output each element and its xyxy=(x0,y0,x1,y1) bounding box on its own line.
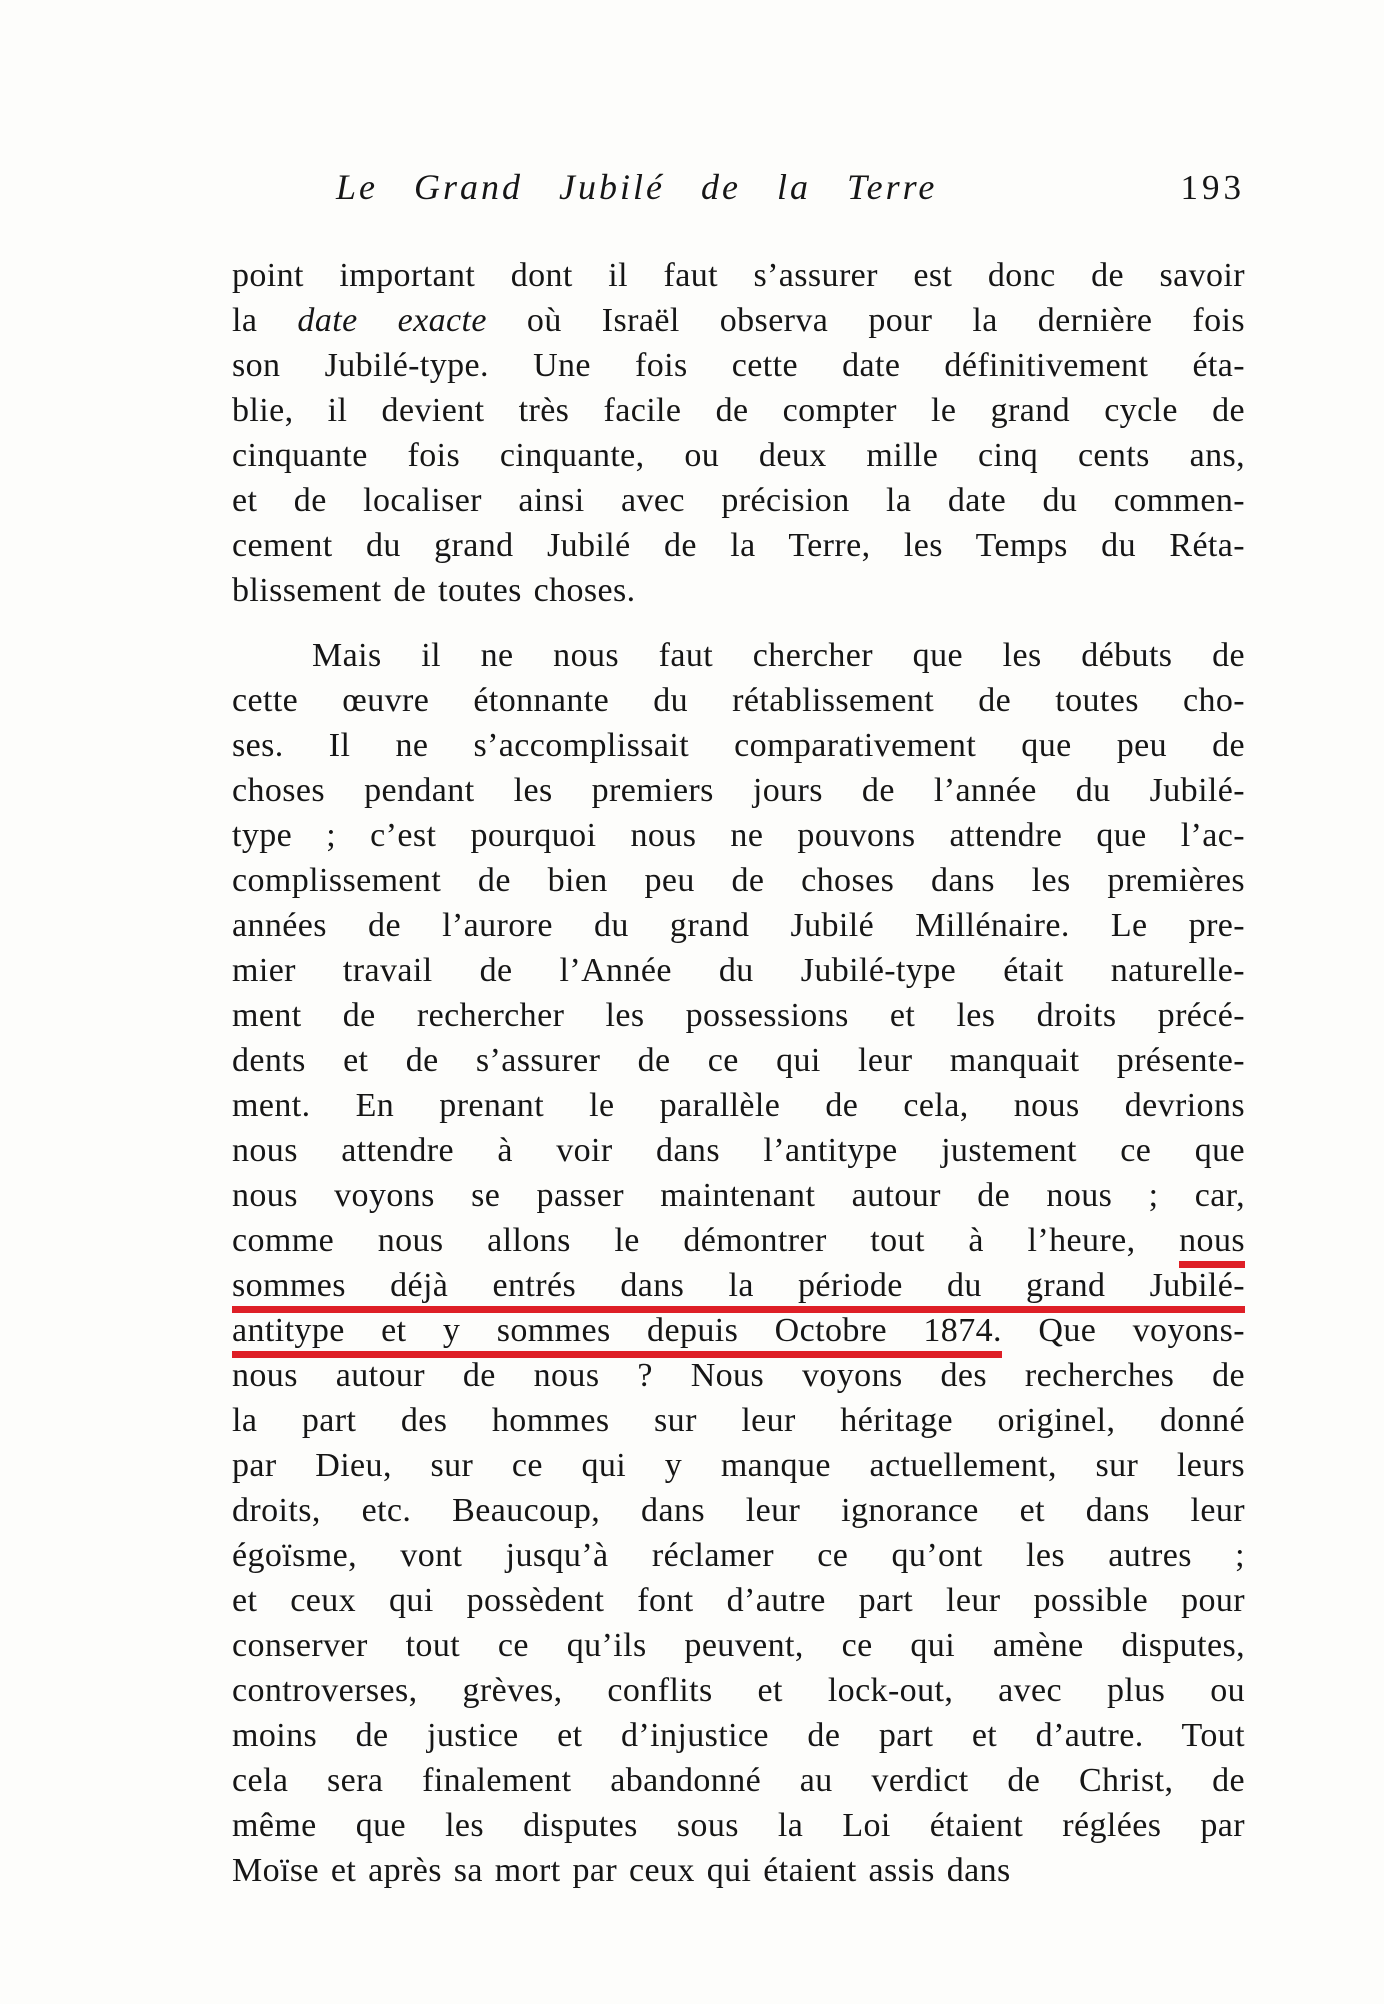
text-segment: égoïsme, vont jusqu’à réclamer ce qu’ont les autres ; xyxy=(232,1537,1245,1574)
text-segment: années de l’aurore du grand Jubilé Millénaire. Le pre- xyxy=(232,907,1245,944)
text-line xyxy=(232,568,1245,613)
text-line xyxy=(232,1713,1245,1758)
running-title: Le Grand Jubilé de la Terre xyxy=(336,167,938,207)
text-segment: ment de rechercher les possessions et les droits précé- xyxy=(232,997,1245,1034)
text-segment: moins de justice et d’injustice de part et d’autre. Tout xyxy=(232,1717,1245,1754)
text-segment: point important dont il faut s’assurer est donc de savoir xyxy=(232,257,1245,294)
text-segment: Moïse et après sa mort par ceux qui étaient assis dans xyxy=(232,1852,1011,1889)
text-line xyxy=(232,1038,1245,1083)
text-segment: où Israël observa pour la dernière fois xyxy=(486,302,1245,339)
text-segment: type ; c’est pourquoi nous ne pouvons attendre que l’ac- xyxy=(232,817,1245,854)
text-line xyxy=(232,1488,1245,1533)
text-segment: complissement de bien peu de choses dans les premières xyxy=(232,862,1245,899)
text-segment: controverses, grèves, conflits et lock-out, avec plus ou xyxy=(232,1672,1245,1709)
text-line xyxy=(232,1218,1245,1263)
text-segment: la part des hommes sur leur héritage originel, donné xyxy=(232,1402,1245,1439)
text-segment: Mais il ne nous faut chercher que les débuts de xyxy=(312,637,1245,674)
text-line xyxy=(232,1173,1245,1218)
text-line xyxy=(232,1848,1245,1893)
text-segment: même que les disputes sous la Loi étaient réglées par xyxy=(232,1807,1245,1844)
text-segment: cela sera finalement abandonné au verdict de Christ, de xyxy=(232,1762,1245,1799)
text-segment: cement du grand Jubilé de la Terre, les Temps du Réta- xyxy=(232,527,1245,564)
text-segment: ment. En prenant le parallèle de cela, nous devrions xyxy=(232,1087,1245,1124)
text-line xyxy=(232,433,1245,478)
text-segment: mier travail de l’Année du Jubilé-type était naturelle- xyxy=(232,952,1245,989)
text-line xyxy=(232,858,1245,903)
text-segment: ses. Il ne s’accomplissait comparativement que peu de xyxy=(232,727,1245,764)
text-line xyxy=(232,388,1245,433)
text-line xyxy=(232,253,1245,298)
text-line xyxy=(232,723,1245,768)
text-line xyxy=(232,1533,1245,1578)
text-segment: date exacte xyxy=(297,302,487,339)
text-line xyxy=(232,1758,1245,1803)
text-line xyxy=(232,633,1245,678)
text-line xyxy=(232,298,1245,343)
paragraph xyxy=(232,633,1245,1893)
text-line xyxy=(232,343,1245,388)
text-segment: Que voyons- xyxy=(1001,1312,1245,1349)
text-line xyxy=(232,1128,1245,1173)
text-segment: cinquante fois cinquante, ou deux mille cinq cents ans, xyxy=(232,437,1245,474)
red-underlined-text: antitype et y sommes depuis Octobre 1874. xyxy=(232,1312,1002,1358)
text-line xyxy=(232,768,1245,813)
paragraph xyxy=(232,253,1245,613)
page-body xyxy=(232,253,1245,1893)
text-line xyxy=(232,948,1245,993)
text-segment: nous attendre à voir dans l’antitype justement ce que xyxy=(232,1132,1245,1169)
text-line xyxy=(232,993,1245,1038)
text-segment: son Jubilé-type. Une fois cette date définitivement éta- xyxy=(232,347,1245,384)
red-underlined-text: nous xyxy=(1179,1222,1245,1268)
text-segment: nous autour de nous ? Nous voyons des recherches de xyxy=(232,1357,1245,1394)
text-line xyxy=(232,813,1245,858)
text-line xyxy=(232,1623,1245,1668)
text-line xyxy=(232,1308,1245,1353)
red-underlined-text: sommes déjà entrés dans la période du grand Jubilé- xyxy=(232,1267,1245,1313)
text-line xyxy=(232,1263,1245,1308)
text-segment: blie, il devient très facile de compter le grand cycle de xyxy=(232,392,1245,429)
text-line xyxy=(232,523,1245,568)
text-segment: par Dieu, sur ce qui y manque actuellement, sur leurs xyxy=(232,1447,1245,1484)
page-number: 193 xyxy=(1180,168,1245,207)
text-line xyxy=(232,1083,1245,1128)
text-segment: et ceux qui possèdent font d’autre part leur possible pour xyxy=(232,1582,1245,1619)
text-segment: dents et de s’assurer de ce qui leur manquait présente- xyxy=(232,1042,1245,1079)
text-segment: cette œuvre étonnante du rétablissement de toutes cho- xyxy=(232,682,1245,719)
text-line xyxy=(232,1353,1245,1398)
text-line xyxy=(232,1668,1245,1713)
text-line xyxy=(232,478,1245,523)
text-segment: conserver tout ce qu’ils peuvent, ce qui amène disputes, xyxy=(232,1627,1245,1664)
text-segment: blissement de toutes choses. xyxy=(232,572,636,609)
text-line xyxy=(232,678,1245,723)
text-segment: nous voyons se passer maintenant autour de nous ; car, xyxy=(232,1177,1245,1214)
text-segment: choses pendant les premiers jours de l’année du Jubilé- xyxy=(232,772,1245,809)
text-line xyxy=(232,903,1245,948)
text-segment: droits, etc. Beaucoup, dans leur ignorance et dans leur xyxy=(232,1492,1245,1529)
text-segment: et de localiser ainsi avec précision la date du commen- xyxy=(232,482,1245,519)
text-segment: la xyxy=(232,302,298,339)
text-line xyxy=(232,1578,1245,1623)
text-line xyxy=(232,1443,1245,1488)
page-header xyxy=(232,166,1245,214)
text-line xyxy=(232,1398,1245,1443)
text-line xyxy=(232,1803,1245,1848)
text-segment: comme nous allons le démontrer tout à l’heure, xyxy=(232,1222,1180,1259)
